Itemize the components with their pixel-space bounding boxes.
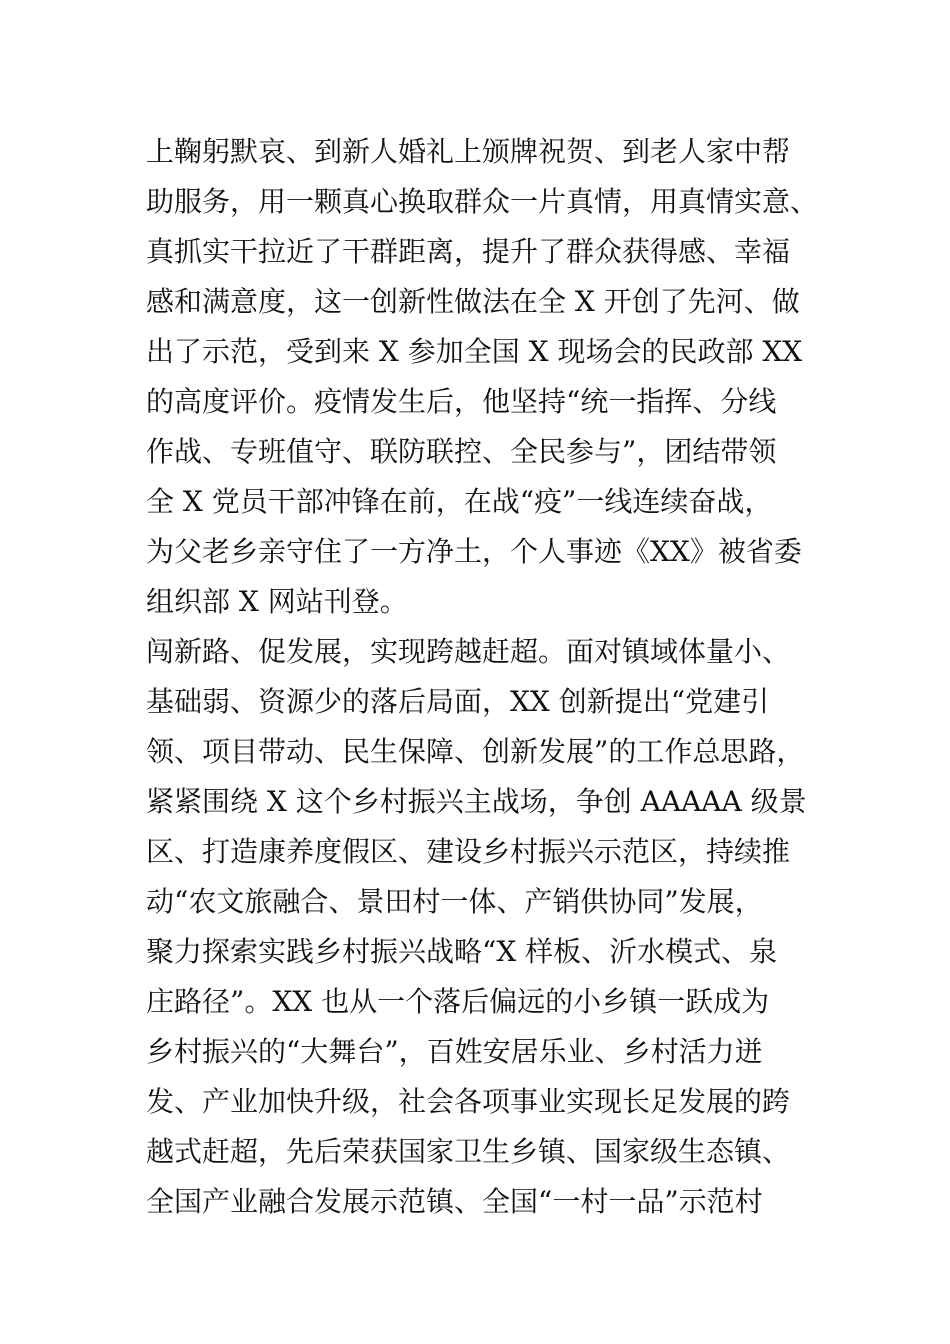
text-line: 真抓实干拉近了干群距离，提升了群众获得感、幸福	[146, 235, 791, 268]
text-line: 作战、专班值守、联防联控、全民参与”，团结带领	[146, 435, 777, 468]
paragraph-2	[146, 627, 846, 1227]
text-line: 区、打造康养度假区、建设乡村振兴示范区，持续推	[146, 835, 791, 868]
text-line: 紧紧围绕 X 这个乡村振兴主战场，争创 AAAAA 级景	[146, 785, 807, 818]
text-line: 为父老乡亲守住了一方净土，个人事迹《XX》被省委	[146, 535, 802, 568]
text-line: 动“农文旅融合、景田村一体、产销供协同”发展，	[146, 885, 763, 918]
text-line: 组织部 X 网站刊登。	[146, 585, 408, 618]
text-line: 的高度评价。疫情发生后，他坚持“统一指挥、分线	[146, 385, 777, 418]
text-line: 闯新路、促发展，实现跨越赶超。面对镇域体量小、	[146, 635, 791, 668]
text-line: 领、项目带动、民生保障、创新发展”的工作总思路，	[146, 735, 805, 768]
document-body	[146, 127, 846, 1227]
text-line: 全 X 党员干部冲锋在前，在战“疫”一线连续奋战，	[146, 485, 773, 518]
text-line: 出了示范，受到来 X 参加全国 X 现场会的民政部 XX	[146, 335, 803, 368]
text-line: 全国产业融合发展示范镇、全国“一村一品”示范村	[146, 1185, 763, 1218]
text-line: 越式赶超，先后荣获国家卫生乡镇、国家级生态镇、	[146, 1135, 791, 1168]
text-line: 感和满意度，这一创新性做法在全 X 开创了先河、做	[146, 285, 800, 318]
text-line: 发、产业加快升级，社会各项事业实现长足发展的跨	[146, 1085, 791, 1118]
text-line: 上鞠躬默哀、到新人婚礼上颁牌祝贺、到老人家中帮	[146, 135, 791, 168]
text-line: 庄路径”。XX 也从一个落后偏远的小乡镇一跃成为	[146, 985, 770, 1018]
text-line: 乡村振兴的“大舞台”，百姓安居乐业、乡村活力迸	[146, 1035, 763, 1068]
paragraph-1	[146, 127, 846, 627]
text-line: 助服务，用一颗真心换取群众一片真情，用真情实意、	[146, 185, 819, 218]
text-line: 聚力探索实践乡村振兴战略“X 样板、沂水模式、泉	[146, 935, 778, 968]
text-line: 基础弱、资源少的落后局面，XX 创新提出“党建引	[146, 685, 770, 718]
